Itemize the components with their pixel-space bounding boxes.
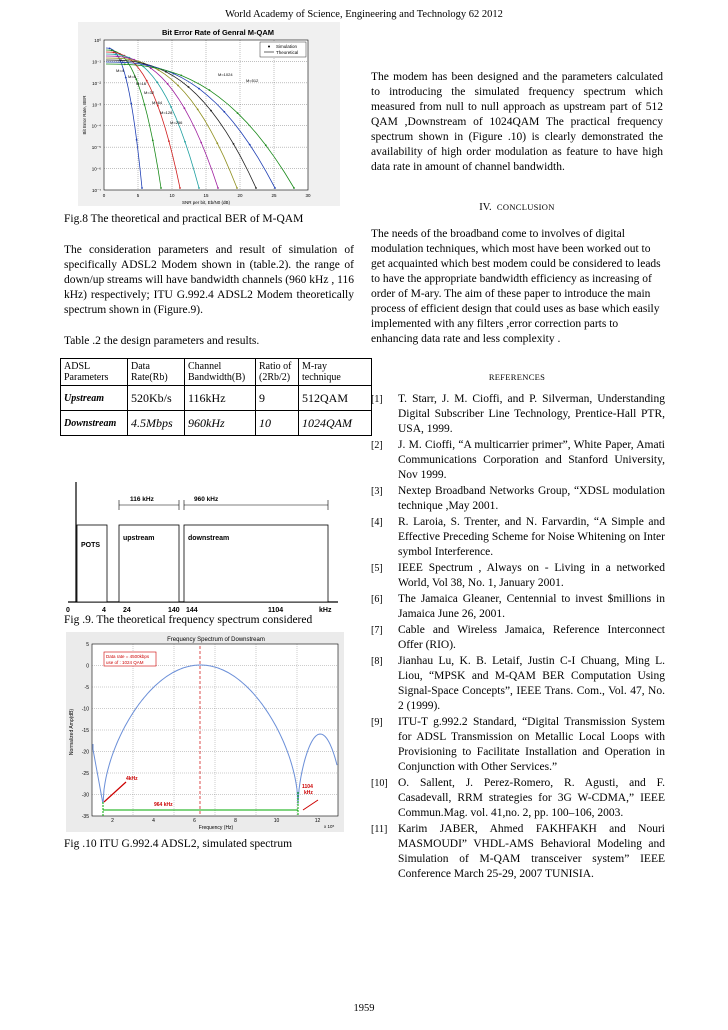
fig8-sim-marker xyxy=(141,187,143,189)
reference-item xyxy=(371,654,665,714)
reference-item xyxy=(371,623,665,653)
fig9-svg xyxy=(60,480,350,615)
reference-text: Jianhau Lu, K. B. Letaif, Justin C-I Chuang, Ming L. Liou, “MPSK and M-QAM BER Computation Using Signal-Space Concepts”, IEEE Trans. Com., Vol. 47, No. 2 (1999). xyxy=(398,655,665,712)
table-header-cell: M-ray technique xyxy=(299,359,372,386)
fig8-svg xyxy=(78,22,340,206)
fig8-sim-marker xyxy=(210,110,212,112)
fig8-ylabel: Bit Error Rate, BER xyxy=(82,95,87,135)
fig8-sim-marker xyxy=(236,187,238,189)
reference-item xyxy=(371,592,665,622)
left-paragraph: The consideration parameters and result of simulation of specifically ADSL2 Modem shown in (table.2). the range of down/up streams will have bandwidth channels (960 kHz , 116 kHz) respectively; ITU G.992.4 ADSL2 Modem theoretically spectrum shown in (Figure.9). xyxy=(64,244,354,316)
fig8-sim-marker xyxy=(152,67,154,69)
fig10-xtick: 8 xyxy=(234,818,237,824)
reference-number: [9] xyxy=(371,717,383,728)
fig8-sim-marker xyxy=(168,140,170,142)
reference-text: The Jamaica Gleaner, Centennial to invest $millions in Jamaica June 26, 2001. xyxy=(398,593,665,620)
fig10-xtick: 12 xyxy=(314,818,321,824)
fig8-sim-marker xyxy=(170,106,172,108)
reference-item xyxy=(371,822,665,882)
fig8-sim-marker xyxy=(116,55,118,57)
fig10-label-1104khz: 1104 xyxy=(302,784,313,790)
fig8-curve-label: M=8 xyxy=(128,74,136,79)
conclusion-heading xyxy=(371,202,663,213)
fig8-sim-marker xyxy=(158,69,160,71)
fig9-upstream-label: upstream xyxy=(123,535,155,542)
reference-number: [10] xyxy=(371,778,388,789)
fig10-xtick: 10 xyxy=(273,818,280,824)
fig9-axis-tick: 24 xyxy=(123,607,131,614)
conclusion-title: CONCLUSION xyxy=(496,202,555,212)
reference-item xyxy=(371,392,665,437)
fig9-pots-label: POTS xyxy=(81,542,101,549)
fig8-title: Bit Error Rate of Genral M-QAM xyxy=(161,28,275,37)
fig8-sim-marker xyxy=(200,142,202,144)
table-cell: 9 xyxy=(256,386,299,411)
fig10-ytick: 0 xyxy=(86,663,89,670)
fig8-sim-marker xyxy=(255,187,257,189)
fig10-annotation-2: use of : 1024 QAM xyxy=(106,660,144,665)
fig8-sim-marker xyxy=(217,187,219,189)
reference-number: [2] xyxy=(371,440,383,451)
reference-number: [8] xyxy=(371,656,383,667)
fig8-sim-marker xyxy=(237,112,239,114)
fig8-ytick: 10⁻⁶ xyxy=(91,166,101,172)
fig8-xtick: 20 xyxy=(237,193,243,198)
fig8-ytick: 10⁻⁴ xyxy=(91,123,101,129)
references-heading: REFERENCES xyxy=(488,372,546,382)
fig8-sim-marker xyxy=(216,142,218,144)
fig8-caption: Fig.8 The theoretical and practical BER of M-QAM xyxy=(64,213,304,225)
fig10-annotation-1: Data rate = 4500kbps xyxy=(106,654,150,659)
fig10-xtick: 4 xyxy=(152,818,155,824)
fig10-ytick: -20 xyxy=(81,749,89,756)
running-header: World Academy of Science, Engineering and Technology 62 2012 xyxy=(225,9,503,20)
fig10-ytick: -15 xyxy=(81,728,89,734)
fig10-ytick: 5 xyxy=(86,642,89,648)
fig8-sim-marker xyxy=(209,89,211,91)
fig10-simulated-spectrum xyxy=(66,632,344,832)
fig8-sim-marker xyxy=(293,187,295,189)
references-list xyxy=(371,392,665,883)
table-cell: Downstream xyxy=(61,411,128,436)
fig8-curve-label: M=256 xyxy=(170,120,183,125)
reference-text: Cable and Wireless Jamaica, Reference Interconnect Offer (RIO). xyxy=(398,624,665,651)
fig10-svg xyxy=(66,632,344,832)
reference-item xyxy=(371,715,665,775)
fig8-sim-marker xyxy=(184,141,186,143)
fig9-bw-down-label: 960 kHz xyxy=(194,496,219,503)
fig8-sim-marker xyxy=(249,144,251,146)
fig8-sim-marker xyxy=(184,107,186,109)
table-cell: 520Kb/s xyxy=(128,386,185,411)
reference-text: R. Laroia, S. Trenter, and N. Farvardin, “A Simple and Effective Preceding Scheme for Noise Whitening on Inter symbol Interference. xyxy=(398,516,665,558)
reference-item xyxy=(371,776,665,821)
fig8-xtick: 5 xyxy=(136,193,140,198)
fig8-curve-label: M=1024 xyxy=(218,72,233,77)
pots-band xyxy=(77,525,107,602)
fig8-sim-marker xyxy=(197,109,199,111)
reference-number: [6] xyxy=(371,594,383,605)
fig8-curve-label: M=128 xyxy=(160,110,173,115)
right-paragraph: The modem has been designed and the parameters calculated to introducing the simulated frequency spectrum which measured from null to null approach as upstream part of 512 QAM ,Downstream of 1024QAM The practical frequency spectrum shown in (Figure .10) is clearly demonstrated the availability of high order modulation as feature to have high data rate in amount of channel bandwidth. xyxy=(371,71,663,173)
fig8-sim-marker xyxy=(118,57,120,59)
design-parameters-table xyxy=(60,358,372,436)
fig8-xlabel: SNR per bit, Eb/N0 (dB) xyxy=(181,200,231,205)
fig8-sim-marker xyxy=(120,59,122,61)
fig8-sim-marker xyxy=(122,61,124,63)
fig8-sim-marker xyxy=(147,65,149,67)
table-header-cell: Channel Bandwidth(B) xyxy=(185,359,256,386)
fig8-sim-marker xyxy=(152,140,154,142)
fig8-sim-marker xyxy=(198,88,200,90)
fig10-ytick: -25 xyxy=(81,771,89,777)
fig8-ytick: 10⁻¹ xyxy=(92,59,101,65)
fig10-ytick: -35 xyxy=(81,814,89,820)
fig8-sim-marker xyxy=(188,86,190,88)
fig10-title: Frequency Spectrum of Downstream xyxy=(167,637,265,643)
fig9-axis-tick: 140 xyxy=(168,607,180,614)
table-header-cell: ADSL Parameters xyxy=(61,359,128,386)
fig8-sim-marker xyxy=(144,104,146,106)
fig8-sim-marker xyxy=(113,51,115,53)
fig8-sim-marker xyxy=(180,75,182,77)
reference-text: ITU-T g.992.2 Standard, “Digital Transmission System for ADSL Transmission on Metallic Local Loops with Provisioning to Facilitate Installation and Operation in Conjunction with Other Services.” xyxy=(398,716,665,773)
fig10-ylabel: Normalized Amp(dB) xyxy=(69,708,75,756)
fig8-xtick: 0 xyxy=(102,193,106,198)
fig9-downstream-label: downstream xyxy=(188,535,230,542)
table-header-cell: Ratio of (2Rb/2) xyxy=(256,359,299,386)
fig10-label-964khz: 964 kHz xyxy=(154,802,173,808)
table-header-row xyxy=(61,359,372,386)
fig8-sim-marker xyxy=(136,139,138,141)
fig8-sim-marker xyxy=(157,105,159,107)
fig8-sim-marker xyxy=(274,187,276,189)
table-row xyxy=(61,386,372,411)
table-header-cell: Data Rate(Rb) xyxy=(128,359,185,386)
fig8-sim-marker xyxy=(150,67,152,69)
reference-text: T. Starr, J. M. Cioffi, and P. Silverman, Understanding Digital Subscriber Line Technology, Prentice-Hall PTR, USA, 1999. xyxy=(398,393,665,435)
fig10-ytick: -30 xyxy=(81,792,89,799)
fig8-sim-marker xyxy=(124,63,126,65)
reference-number: [1] xyxy=(371,394,383,405)
reference-number: [7] xyxy=(371,625,383,636)
reference-text: Karim JABER, Ahmed FAKHFAKH and Nouri MASMOUDI” VHDL-AMS Behavioral Modeling and Simulation of M-QAM transceiver system” IEEE Conference March 25-29, 2007 TUNISIA. xyxy=(398,823,665,880)
reference-number: [3] xyxy=(371,486,383,497)
fig8-xtick: 30 xyxy=(305,193,311,198)
table-cell: 512QAM xyxy=(299,386,372,411)
fig8-ytick: 10⁻³ xyxy=(92,102,101,108)
fig9-axis-tick: kHz xyxy=(319,607,332,614)
fig8-curve-label: M=16 xyxy=(136,81,147,86)
fig8-ytick: 10⁻² xyxy=(92,80,101,86)
reference-item xyxy=(371,438,665,483)
fig9-caption: Fig .9. The theoretical frequency spectrum considered xyxy=(64,614,313,626)
fig10-xtick: 2 xyxy=(111,818,114,824)
reference-text: Nextep Broadband Networks Group, “XDSL modulation technique ,May 2001. xyxy=(398,485,665,512)
fig8-ytick: 10⁰ xyxy=(94,38,101,43)
fig8-sim-marker xyxy=(233,143,235,145)
fig10-xlabel: Frequency (Hz) xyxy=(198,825,234,831)
table-cell: 10 xyxy=(256,411,299,436)
fig8-sim-marker xyxy=(109,48,111,50)
fig8-ytick: 10⁻⁵ xyxy=(91,145,101,151)
reference-text: J. M. Cioffi, “A multicarrier primer”, White Paper, Amati Communications Corporation and Stanford University, Nov 1999. xyxy=(398,439,665,481)
fig9-spectrum-diagram xyxy=(60,480,350,615)
fig8-sim-marker xyxy=(198,187,200,189)
reference-text: IEEE Spectrum , Always on - Living in a networked World, Vol 38, No. 1, January 2001. xyxy=(398,562,665,589)
fig8-curve-label: M=32 xyxy=(144,90,155,95)
fig8-sim-marker xyxy=(114,53,116,55)
fig8-sim-marker xyxy=(160,187,162,189)
fig9-axis-tick: 0 xyxy=(66,607,70,614)
fig8-sim-marker xyxy=(265,144,267,146)
fig8-sim-marker xyxy=(125,77,127,79)
fig8-sim-marker xyxy=(179,187,181,189)
reference-number: [5] xyxy=(371,563,383,574)
fig8-ytick: 10⁻⁷ xyxy=(91,188,101,193)
fig9-axis-tick: 4 xyxy=(102,607,106,614)
fig8-legend-item-sim: Simulation xyxy=(276,44,298,49)
fig9-bw-up-label: 116 kHz xyxy=(130,496,154,503)
fig8-curve-label: M=512 xyxy=(246,78,259,83)
fig8-sim-marker xyxy=(111,49,113,51)
fig10-ytick: -10 xyxy=(81,706,89,713)
fig8-sim-marker xyxy=(177,85,179,87)
table-cell: Upstream xyxy=(61,386,128,411)
fig9-axis-tick: 144 xyxy=(186,607,198,614)
reference-item xyxy=(371,515,665,560)
table-cell: 4.5Mbps xyxy=(128,411,185,436)
conclusion-number: IV. xyxy=(479,202,492,213)
fig10-label-4khz: 4kHz xyxy=(126,776,138,782)
fig8-sim-marker xyxy=(156,81,158,83)
fig10-ytick: -5 xyxy=(84,685,89,691)
fig8-sim-marker xyxy=(167,83,169,85)
reference-number: [11] xyxy=(371,824,388,835)
reference-text: O. Sallent, J. Perez-Romero, R. Agusti, and F. Casadevall, RRM strategies for 3G W-CDMA,” IEEE Commun.Mag. vol. 41,no. 2, pp. 100–106, 2003. xyxy=(398,777,665,819)
table-row xyxy=(61,411,372,436)
fig10-xexp: x 10⁵ xyxy=(324,824,335,829)
reference-item xyxy=(371,484,665,514)
fig10-label-1104khz-unit: kHz xyxy=(304,790,313,796)
fig8-xtick: 15 xyxy=(203,193,209,198)
reference-item xyxy=(371,561,665,591)
fig8-curve-label: M=4 xyxy=(116,68,124,73)
table-cell: 1024QAM xyxy=(299,411,372,436)
table-cell: 116kHz xyxy=(185,386,256,411)
fig8-xtick: 25 xyxy=(271,193,277,198)
page-number: 1959 xyxy=(353,1003,375,1014)
fig10-xtick: 6 xyxy=(193,818,196,824)
reference-number: [4] xyxy=(371,517,383,528)
table-cell: 960kHz xyxy=(185,411,256,436)
fig8-sim-marker xyxy=(223,111,225,113)
fig9-axis-tick: 1104 xyxy=(268,607,284,614)
conclusion-text: The needs of the broadband come to involves of digital modulation techniques, which most have been worked out to get acquainted which best modem could be considered to leads to have the appropriate bandwidth efficiency as increasing of order of M-ary. The aim of these paper to introduce the main process of efficient design that could uses as base which easily implemented with any filters ,error correction parts to enhancing data rate and less complexity . xyxy=(371,228,661,345)
table-caption: Table .2 the design parameters and results. xyxy=(64,335,260,347)
fig8-legend-item-theo: Theoretical xyxy=(276,50,299,55)
fig8-xtick: 10 xyxy=(169,193,175,198)
fig8-ber-chart xyxy=(78,22,340,206)
fig8-sim-marker xyxy=(130,103,132,105)
fig10-caption: Fig .10 ITU G.992.4 ADSL2, simulated spectrum xyxy=(64,838,293,850)
fig8-curve-label: M=64 xyxy=(152,100,163,105)
